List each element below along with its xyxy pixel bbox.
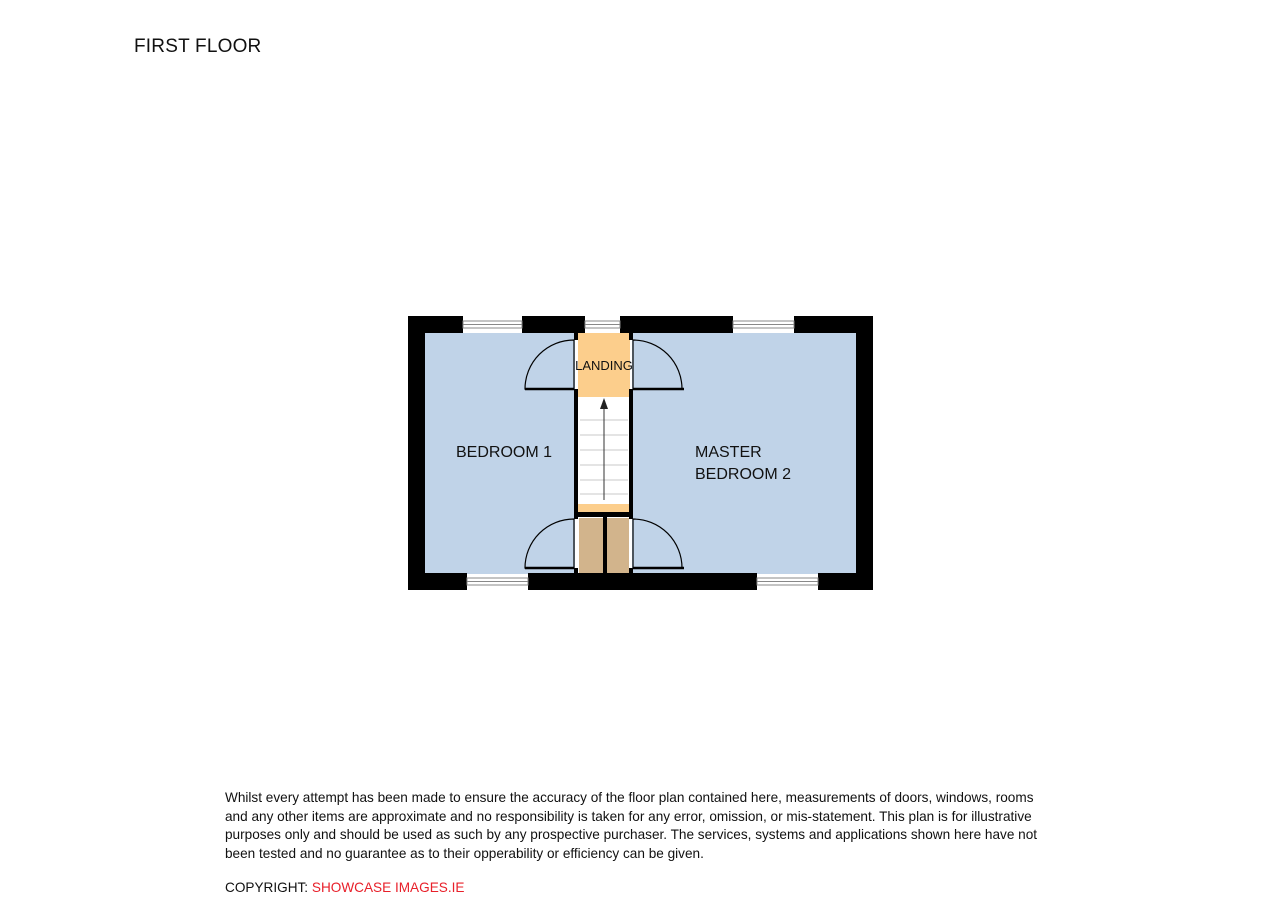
disclaimer-text: Whilst every attempt has been made to ensure the accuracy of the floor plan contained here, measurements of doors, windows, rooms and any other items are approximate and no responsibility is taken for any error, omission, or mis-statement. This plan is for illustrative purposes only and should be used as such by any prospective purchaser. The services, systems and applications shown here have not been tested and no guarantee as to their opperability or efficiency can be given. bbox=[225, 790, 1038, 861]
copyright-brand-link[interactable]: SHOWCASE IMAGES.IE bbox=[311, 880, 465, 895]
cupboard-right bbox=[607, 518, 629, 574]
bedroom-1-label: BEDROOM 1 bbox=[456, 444, 553, 461]
copyright-label: COPYRIGHT: bbox=[225, 880, 309, 895]
copyright-line bbox=[225, 880, 464, 895]
floor-title: FIRST FLOOR bbox=[134, 36, 262, 57]
master-bedroom-label-line1: MASTER bbox=[695, 444, 762, 461]
stair-landing-strip bbox=[578, 504, 630, 512]
cupboard-left bbox=[579, 518, 603, 574]
landing-label: LANDING bbox=[575, 358, 633, 373]
master-bedroom-label-line2: BEDROOM 2 bbox=[695, 466, 792, 483]
